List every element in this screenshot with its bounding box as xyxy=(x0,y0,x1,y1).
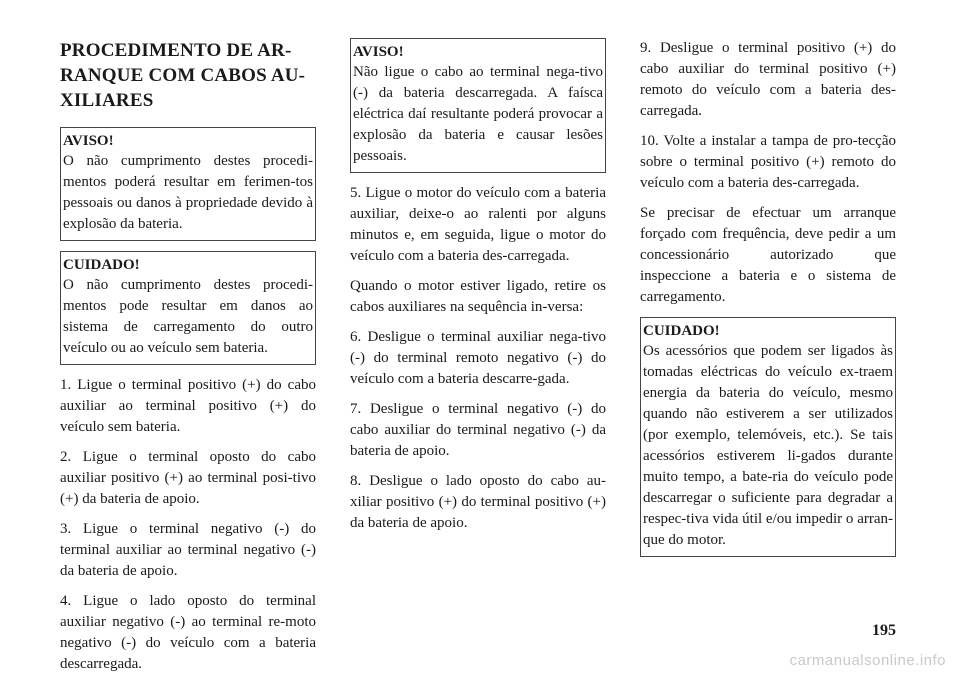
column-3 xyxy=(640,38,896,567)
column-1 xyxy=(60,38,316,684)
caution-text: Os acessórios que podem ser ligados às tomadas eléctricas do veículo ex-traem energia da bateria do veículo, mesmo quando não estiverem a ser utilizados (por exemplo, telemóveis, etc.). Se tais acessórios estiverem li-gados durante muito tempo, a bate-ria do veículo pode descarregar o suficiente para degradar a respec-tiva vida útil e/ou impedir o arran-que do motor. xyxy=(643,343,893,548)
caution-box xyxy=(640,317,896,557)
step-2: 2. Ligue o terminal oposto do cabo auxiliar positivo (+) ao terminal posi-tivo (+) da bateria de apoio. xyxy=(60,449,316,507)
step-1: 1. Ligue o terminal positivo (+) do cabo auxiliar ao terminal positivo (+) do veículo sem bateria. xyxy=(60,377,316,435)
caution-text: O não cumprimento destes procedi-mentos pode resultar em danos ao sistema de carregamento do outro veículo ou ao veículo sem bateria. xyxy=(63,277,313,356)
page-number: 195 xyxy=(872,622,896,639)
step-9: 9. Desligue o terminal positivo (+) do cabo auxiliar do terminal positivo (+) remoto do veículo com a bateria des-carregada. xyxy=(640,40,896,119)
section-title: PROCEDIMENTO DE AR- RANQUE COM CABOS AU- XILIARES xyxy=(60,40,306,111)
caution-heading: CUIDADO! xyxy=(63,257,140,273)
warning-heading: AVISO! xyxy=(353,44,404,60)
removal-intro: Quando o motor estiver ligado, retire os cabos auxiliares na sequência in-versa: xyxy=(350,278,606,315)
step-7: 7. Desligue o terminal negativo (-) do cabo auxiliar do terminal negativo (-) da bateria de apoio. xyxy=(350,401,606,459)
step-3: 3. Ligue o terminal negativo (-) do terminal auxiliar ao terminal negativo (-) da bateria de apoio. xyxy=(60,521,316,579)
step-4: 4. Ligue o lado oposto do terminal auxiliar negativo (-) ao terminal re-moto negativo (-) do veículo com a bateria descarregada. xyxy=(60,593,316,672)
warning-text: Não ligue o cabo ao terminal nega-tivo (-) da bateria descarregada. A faísca eléctrica daí resultante poderá provocar a explosão da bateria e causar lesões pessoais. xyxy=(353,64,603,164)
warning-heading: AVISO! xyxy=(63,133,114,149)
step-10: 10. Volte a instalar a tampa de pro-tecção sobre o terminal positivo (+) remoto do veículo com a bateria des-carregada. xyxy=(640,133,896,191)
step-5: 5. Ligue o motor do veículo com a bateria auxiliar, deixe-o ao ralenti por alguns minutos e, em seguida, ligue o motor do veículo com a bateria des-carregada. xyxy=(350,185,606,264)
watermark: carmanualsonline.info xyxy=(789,652,946,669)
column-2 xyxy=(350,38,606,543)
step-6: 6. Desligue o terminal auxiliar nega-tivo (-) do terminal remoto negativo (-) do veículo com a bateria descarre-gada. xyxy=(350,329,606,387)
warning-text: O não cumprimento destes procedi-mentos poderá resultar em ferimen-tos pessoais ou danos à propriedade devido à explosão da bateria. xyxy=(63,153,313,232)
caution-heading: CUIDADO! xyxy=(643,323,720,339)
warning-box xyxy=(60,127,316,241)
frequent-jump-note: Se precisar de efectuar um arranque forçado com frequência, deve pedir a um concessionário autorizado que inspeccione a bateria e o sistema de carregamento. xyxy=(640,205,896,305)
caution-box xyxy=(60,251,316,365)
step-8: 8. Desligue o lado oposto do cabo au-xiliar positivo (+) do terminal positivo (+) da bateria de apoio. xyxy=(350,473,606,531)
warning-box xyxy=(350,38,606,173)
